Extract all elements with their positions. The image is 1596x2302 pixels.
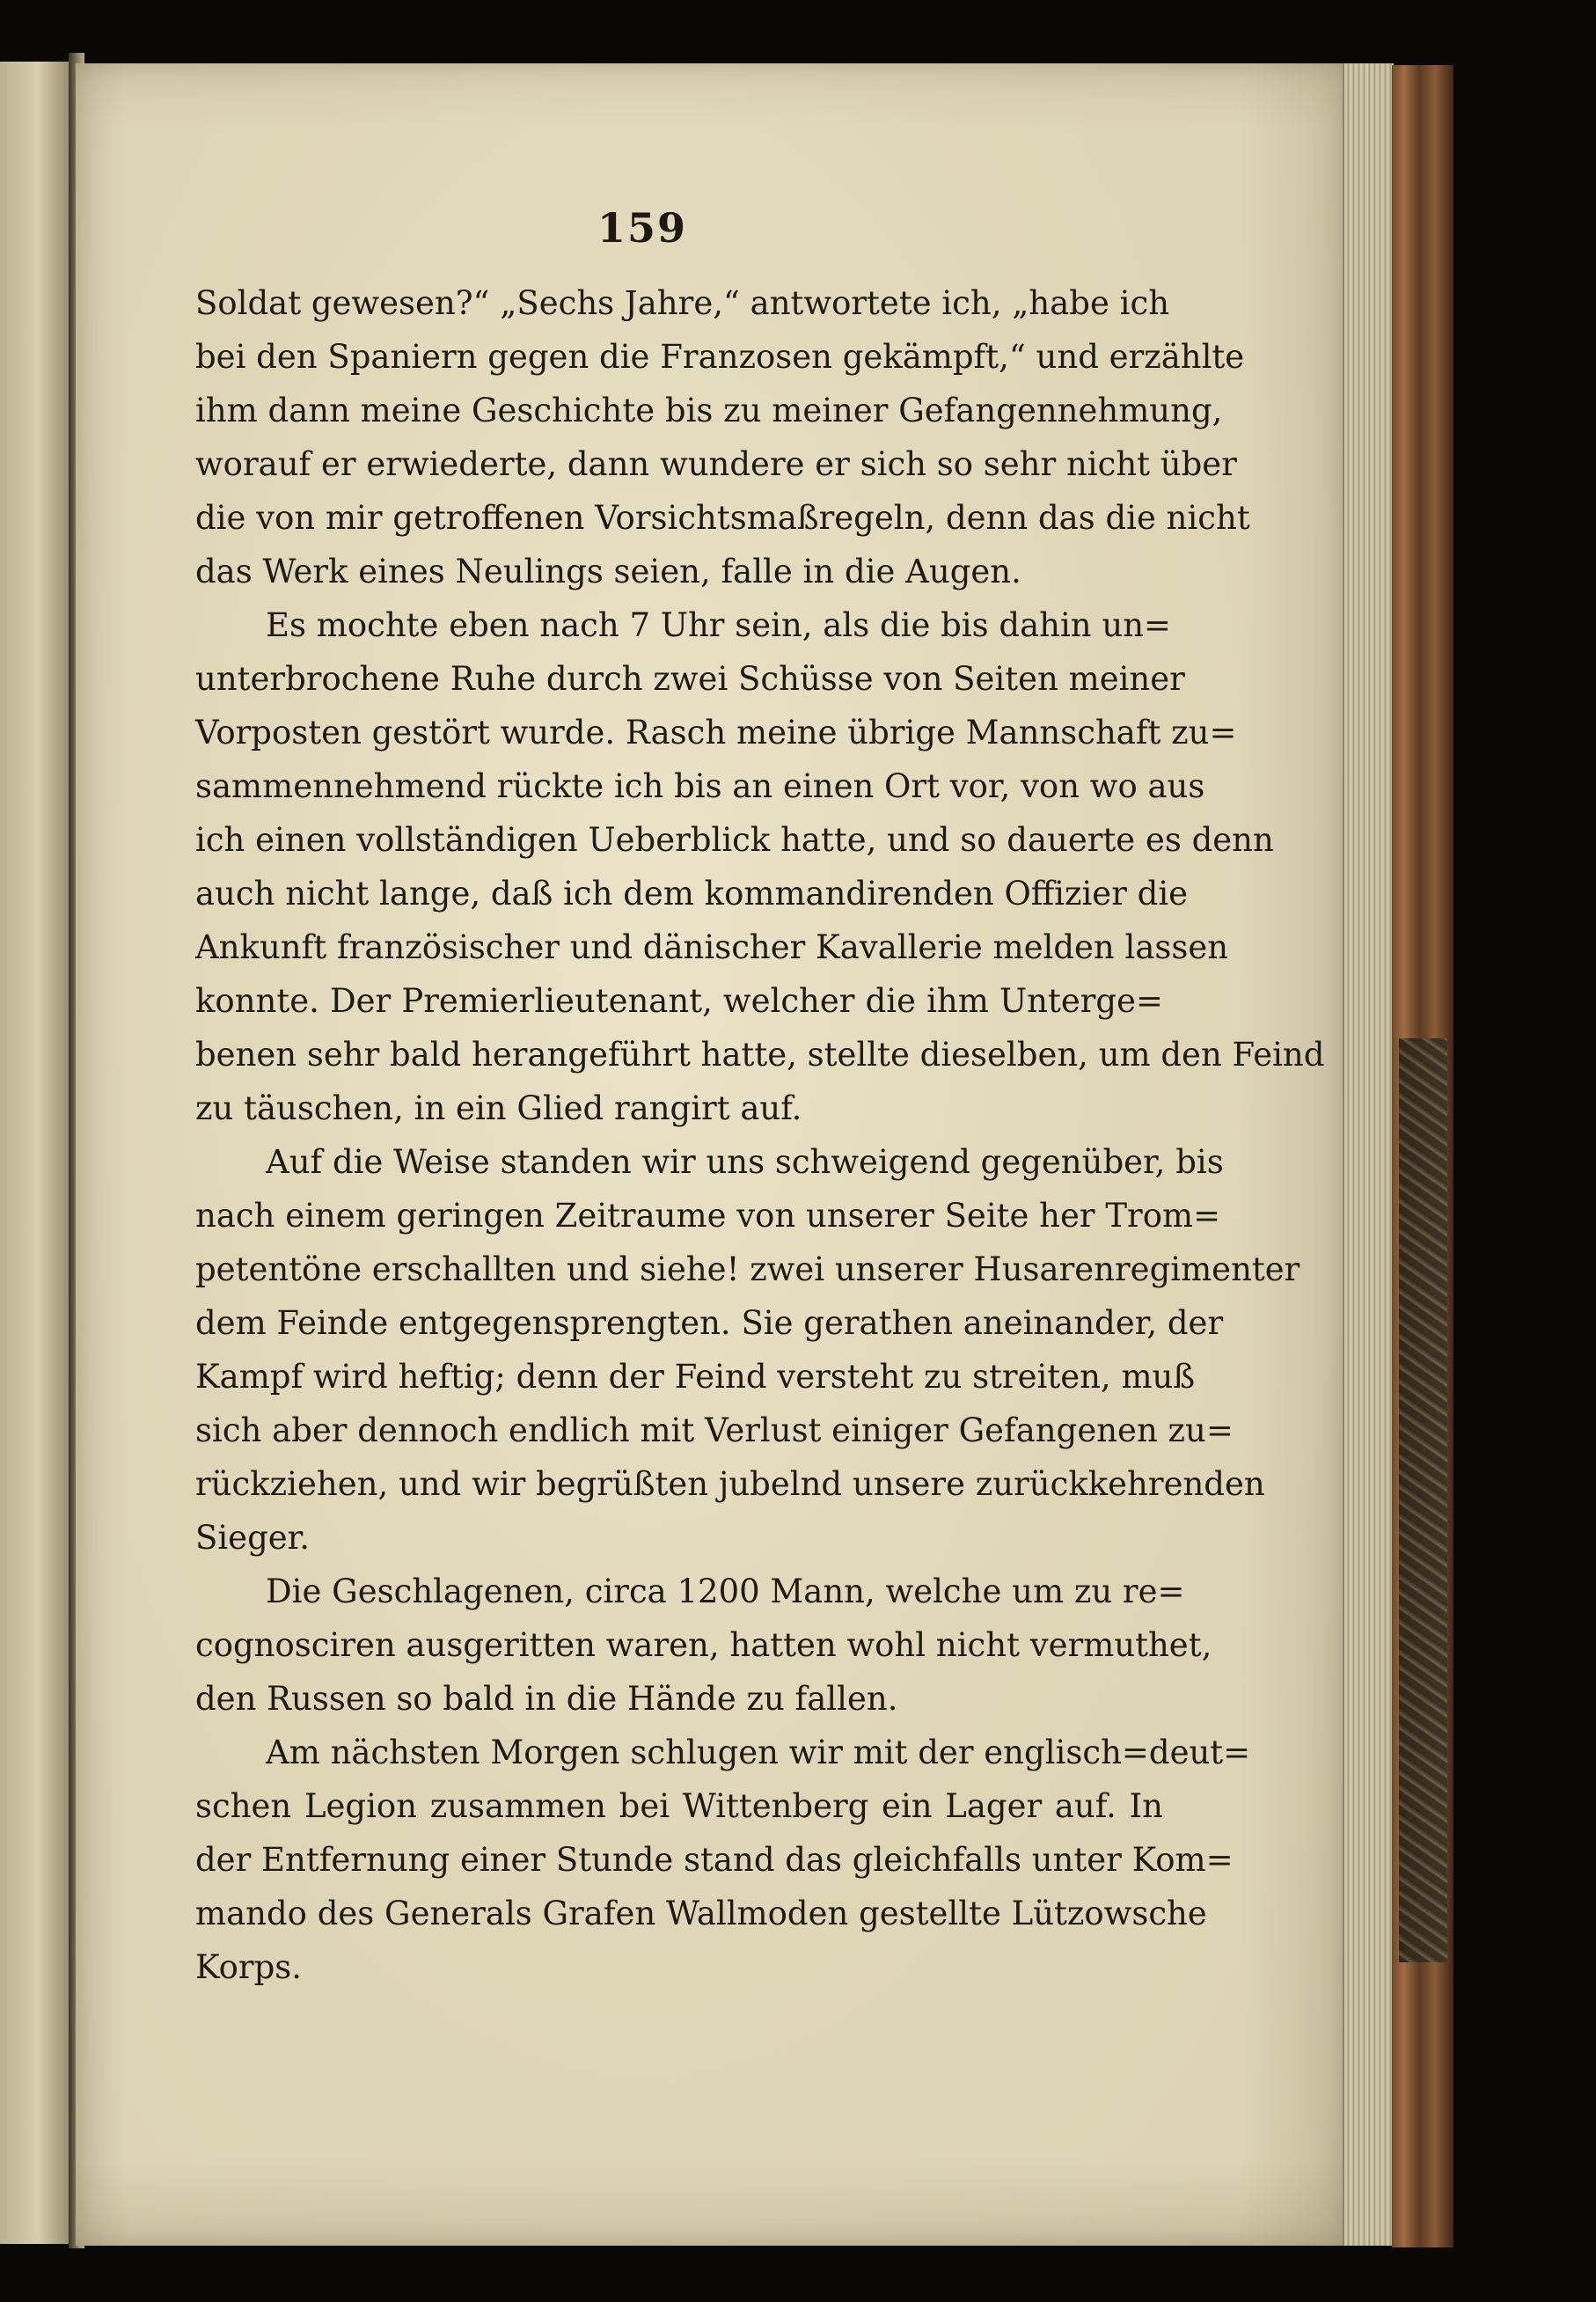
text-line: worauf er erwiederte, dann wundere er sich so sehr nicht über — [195, 445, 1237, 483]
text-line: Soldat gewesen?“ „Sechs Jahre,“ antwortete ich, „habe ich — [195, 284, 1170, 322]
text-line: die von mir getroffenen Vorsichtsmaßregeln, denn das die nicht — [195, 499, 1250, 537]
text-line: petentöne erschallten und siehe! zwei unserer Husarenregimenter — [195, 1250, 1300, 1288]
text-line: zu täuschen, in ein Glied rangirt auf. — [195, 1089, 802, 1127]
text-line: ich einen vollständigen Ueberblick hatte, und so dauerte es denn — [195, 821, 1274, 859]
text-line: der Entfernung einer Stunde stand das gleichfalls unter Kom= — [195, 1841, 1234, 1879]
text-line: konnte. Der Premierlieutenant, welcher die ihm Unterge= — [195, 982, 1163, 1020]
text-line: bei den Spaniern gegen die Franzosen gekämpft,“ und erzählte — [195, 338, 1245, 376]
text-line: Korps. — [195, 1948, 303, 1986]
text-line: Ankunft französischer und dänischer Kavallerie melden lassen — [195, 928, 1229, 966]
text-line: nach einem geringen Zeitraume von unserer Seite her Trom= — [195, 1197, 1221, 1235]
facing-page-edge — [0, 62, 71, 2244]
text-line: cognosciren ausgeritten waren, hatten wohl nicht vermuthet, — [195, 1626, 1212, 1664]
text-line: Vorposten gestört wurde. Rasch meine übrige Mannschaft zu= — [195, 714, 1237, 751]
text-line: rückziehen, und wir begrüßten jubelnd unsere zurückkehrenden — [195, 1465, 1265, 1503]
text-line: mando des Generals Grafen Wallmoden gestellte Lützowsche — [195, 1895, 1207, 1932]
text-line: sammennehmend rückte ich bis an einen Ort vor, von wo aus — [195, 767, 1205, 805]
text-line: Am nächsten Morgen schlugen wir mit der englisch=deut= — [266, 1734, 1251, 1771]
text-line: Auf die Weise standen wir uns schweigend gegenüber, bis — [266, 1143, 1224, 1181]
text-line: Kampf wird heftig; denn der Feind versteht zu streiten, muß — [195, 1358, 1196, 1396]
text-line: unterbrochene Ruhe durch zwei Schüsse von Seiten meiner — [195, 660, 1185, 698]
text-line: benen sehr bald herangeführt hatte, stellte dieselben, um den Feind — [195, 1036, 1325, 1074]
text-line: Es mochte eben nach 7 Uhr sein, als die bis dahin un= — [266, 606, 1172, 644]
text-line: den Russen so bald in die Hände zu fallen. — [195, 1680, 898, 1718]
text-line: auch nicht lange, daß ich dem kommandirenden Offizier die — [195, 875, 1189, 913]
marbled-cover-pattern — [1399, 1038, 1447, 1962]
text-line: Die Geschlagenen, circa 1200 Mann, welche um zu re= — [266, 1573, 1185, 1610]
text-line: Sieger. — [195, 1519, 311, 1557]
page-stack-edge — [1343, 63, 1394, 2246]
page-number: 159 — [597, 204, 688, 252]
text-line: ihm dann meine Geschichte bis zu meiner Gefangennehmung, — [195, 392, 1223, 429]
body-text — [195, 276, 1325, 1994]
text-line: schen Legion zusammen bei Wittenberg ein Lager auf. In — [195, 1787, 1163, 1825]
text-line: sich aber dennoch endlich mit Verlust einiger Gefangenen zu= — [195, 1411, 1234, 1449]
text-line: das Werk eines Neulings seien, falle in die Augen. — [195, 553, 1021, 590]
text-line: dem Feinde entgegensprengten. Sie gerathen aneinander, der — [195, 1304, 1224, 1342]
